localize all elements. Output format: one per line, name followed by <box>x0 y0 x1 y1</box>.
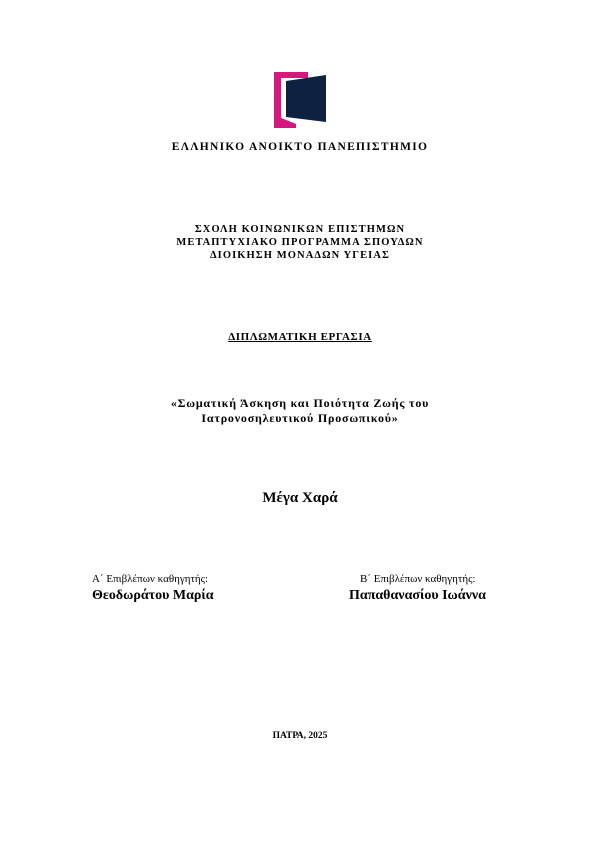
supervisor-a-name: Θεοδωράτου Μαρία <box>92 588 214 603</box>
thesis-title-line-1: «Σωματική Άσκηση και Ποιότητα Ζωής του <box>170 396 430 410</box>
supervisor-b-label: Β΄ Επιβλέπων καθηγητής: <box>360 573 476 585</box>
school-block <box>0 223 600 262</box>
author-name: Μέγα Χαρά <box>262 490 338 506</box>
supervisor-b-name: Παπαθανασίου Ιωάννα <box>349 588 486 603</box>
thesis-title-line-2: Ιατρονοσηλευτικού Προσωπικού» <box>201 411 399 425</box>
school-name: ΣΧΟΛΗ ΚΟΙΝΩΝΙΚΩΝ ΕΠΙΣΤΗΜΩΝ <box>194 224 406 235</box>
supervisor-a-label: Α΄ Επιβλέπων καθηγητής: <box>92 573 209 585</box>
university-name: ΕΛΛΗΝΙΚΟ ΑΝΟΙΚΤΟ ΠΑΝΕΠΙΣΤΗΜΙΟ <box>171 141 429 153</box>
university-book-logo-icon <box>274 72 326 128</box>
program-name: ΜΕΤΑΠΤΥΧΙΑΚΟ ΠΡΟΓΡΑΜΜΑ ΣΠΟΥΔΩΝ <box>176 237 424 248</box>
place-and-year: ΠΑΤΡΑ, 2025 <box>272 731 328 741</box>
specialization-name: ΔΙΟΙΚΗΣΗ ΜΟΝΑΔΩΝ ΥΓΕΙΑΣ <box>209 250 391 261</box>
thesis-title <box>0 396 600 426</box>
document-type: ΔΙΠΛΩΜΑΤΙΚΗ ΕΡΓΑΣΙΑ <box>228 331 372 343</box>
